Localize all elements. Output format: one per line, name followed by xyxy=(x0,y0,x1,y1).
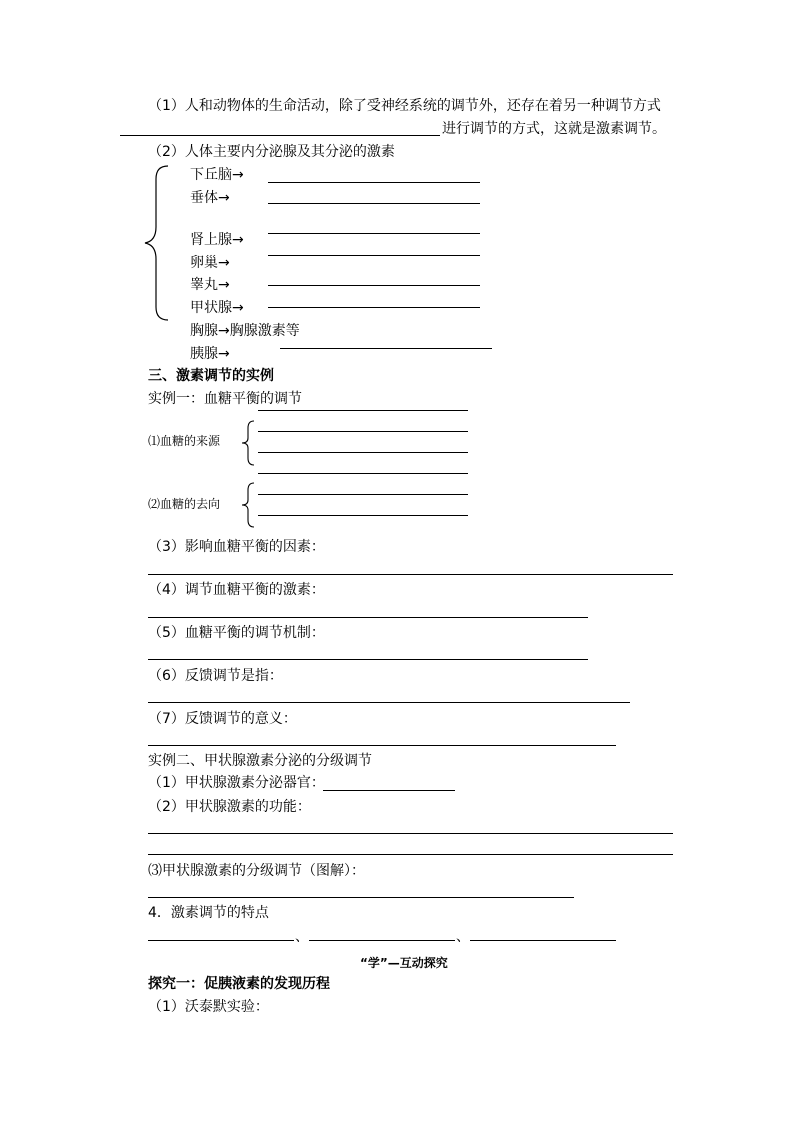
features-title: 4．激素调节的特点 xyxy=(148,905,269,921)
answer-blank-q3[interactable] xyxy=(148,574,673,575)
answer-blank-regulation-method[interactable] xyxy=(120,135,440,136)
answer-blank-q4[interactable] xyxy=(148,617,588,618)
question-5: （5）血糖平衡的调节机制： xyxy=(148,625,325,641)
example2-question-3: ⑶甲状腺激素的分级调节（图解）： xyxy=(148,863,365,879)
answer-blank-feature-1[interactable] xyxy=(148,940,294,941)
gland-brace xyxy=(142,165,172,321)
intro-line-1: （1）人和动物体的生命活动，除了受神经系统的调节外，还存在着另一种调节方式 xyxy=(148,98,661,114)
question-7: （7）反馈调节的意义： xyxy=(148,711,297,727)
gland-thyroid: 甲状腺→ xyxy=(190,300,244,316)
answer-blank-q7[interactable] xyxy=(148,745,616,746)
example2-title: 实例二、甲状腺激素分泌的分级调节 xyxy=(148,753,372,769)
experiment-1-label: （1）沃泰默实验： xyxy=(148,999,269,1015)
answer-blank-feature-3[interactable] xyxy=(470,940,616,941)
example2-question-1: （1）甲状腺激素分泌器官： xyxy=(148,775,325,791)
example2-question-2: （2）甲状腺激素的功能： xyxy=(148,799,311,815)
blood-sugar-source-label: ⑴血糖的来源 xyxy=(148,434,221,448)
answer-blank-dest-1[interactable] xyxy=(258,473,468,474)
answer-blank-dest-2[interactable] xyxy=(258,494,468,495)
answer-blank-thyroid[interactable] xyxy=(268,307,480,308)
gland-thymus: 胸腺→胸腺激素等 xyxy=(190,323,300,339)
section-heading: 三、激素调节的实例 xyxy=(148,368,274,384)
question-4: （4）调节血糖平衡的激素： xyxy=(148,582,325,598)
intro-line-2: 进行调节的方式，这就是激素调节。 xyxy=(442,121,666,137)
answer-blank-source-1[interactable] xyxy=(258,410,468,411)
answer-blank-source-2[interactable] xyxy=(258,431,468,432)
question-3: （3）影响血糖平衡的因素： xyxy=(148,539,325,555)
gland-pituitary: 垂体→ xyxy=(190,190,230,206)
intro-line-3: （2）人体主要内分泌腺及其分泌的激素 xyxy=(148,144,395,160)
gland-testis: 睾丸→ xyxy=(190,277,230,293)
answer-blank-hierarchy[interactable] xyxy=(148,897,574,898)
answer-blank-adrenal-1[interactable] xyxy=(268,233,480,234)
explore-1-heading: 探究一：促胰液素的发现历程 xyxy=(148,976,330,992)
answer-blank-feature-2[interactable] xyxy=(309,940,455,941)
gland-adrenal: 肾上腺→ xyxy=(190,232,244,248)
separator-2: 、 xyxy=(456,929,470,945)
answer-blank-q6[interactable] xyxy=(148,702,630,703)
answer-blank-pancreas[interactable] xyxy=(280,348,492,349)
gland-ovary: 卵巢→ xyxy=(190,255,230,271)
source-brace xyxy=(240,420,256,466)
example1-title: 实例一：血糖平衡的调节 xyxy=(148,391,302,407)
answer-blank-function-1[interactable] xyxy=(148,833,673,834)
answer-blank-function-2[interactable] xyxy=(148,854,673,855)
answer-blank-adrenal-2[interactable] xyxy=(268,255,480,256)
answer-blank-hypothalamus[interactable] xyxy=(268,182,480,183)
blood-sugar-dest-label: ⑵血糖的去向 xyxy=(148,497,221,511)
dest-brace xyxy=(240,482,256,528)
answer-blank-q5[interactable] xyxy=(148,659,588,660)
answer-blank-ovary-testis[interactable] xyxy=(268,285,480,286)
answer-blank-pituitary[interactable] xyxy=(268,203,480,204)
answer-blank-dest-3[interactable] xyxy=(258,515,468,516)
gland-pancreas: 胰腺→ xyxy=(190,346,230,362)
separator-1: 、 xyxy=(295,929,309,945)
question-6: （6）反馈调节是指： xyxy=(148,668,283,684)
gland-hypothalamus: 下丘脑→ xyxy=(190,167,244,183)
answer-blank-secreting-organ[interactable] xyxy=(323,790,455,791)
answer-blank-source-3[interactable] xyxy=(258,452,468,453)
study-heading: “学”—互动探究 xyxy=(360,956,448,970)
